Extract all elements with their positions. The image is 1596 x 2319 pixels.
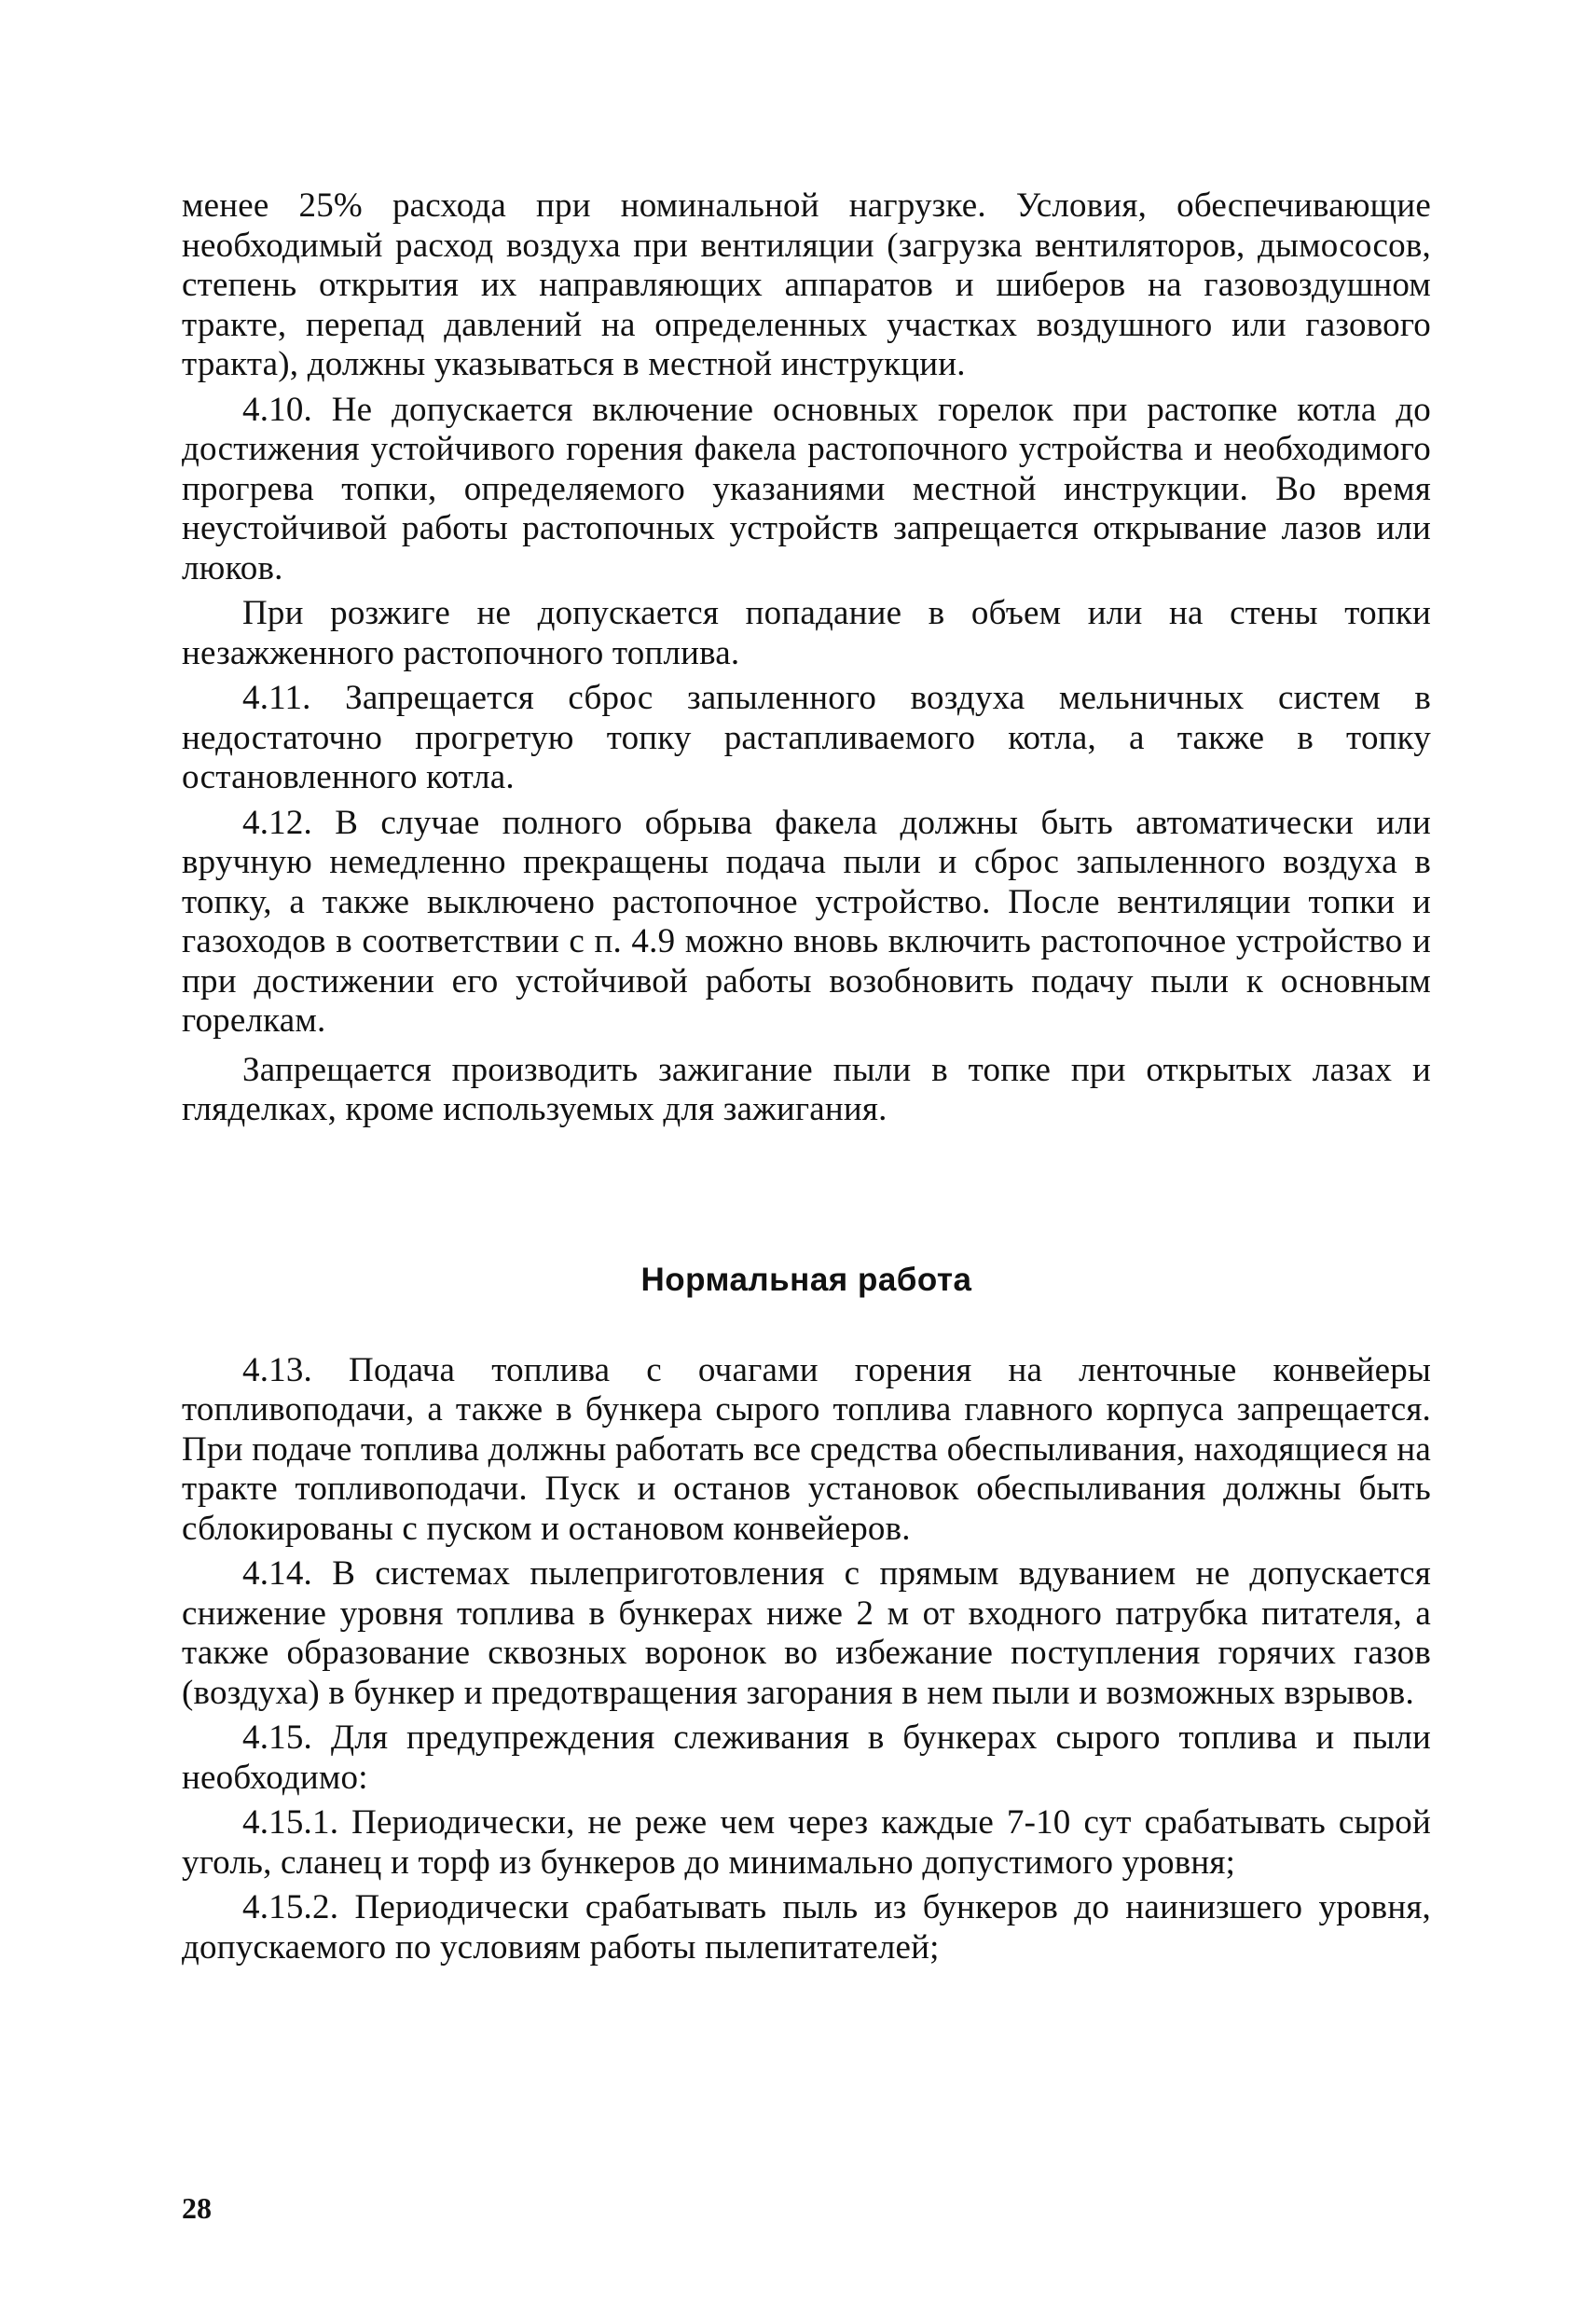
paragraph-4-15-2: 4.15.2. Периодически срабатывать пыль из бункеров до наинизшего уровня, допускаемого по условиям работы пылепитателей;	[182, 1888, 1431, 1967]
section-heading-normal-operation: Нормальная работа	[640, 1261, 972, 1298]
paragraph-4-15-1: 4.15.1. Периодически, не реже чем через каждые 7-10 сут срабатывать сырой уголь, сланец и торф из бункеров до минимально допустимого уровня;	[182, 1803, 1431, 1882]
page-number: 28	[182, 2191, 212, 2225]
paragraph-ignition-fuel: При розжиге не допускается попадание в объем или на стены топки незажженного растопочного топлива.	[182, 594, 1431, 672]
paragraph-4-14: 4.14. В системах пылеприготовления с прямым вдуванием не допускается снижение уровня топлива в бункерах ниже 2 м от входного патрубка питателя, а также образование сквозных воронок во избежание поступления горячих газов (воздуха) в бункер и предотвращения загорания в нем пыли и возможных взрывов.	[182, 1554, 1431, 1712]
paragraph-4-15: 4.15. Для предупреждения слеживания в бункерах сырого топлива и пыли необходимо:	[182, 1719, 1431, 1797]
paragraph-dust-ignition: Запрещается производить зажигание пыли в топке при открытых лазах и гляделках, кроме используемых для зажигания.	[182, 1050, 1431, 1128]
document-page	[182, 186, 1431, 2266]
paragraph-ventilation-conditions: менее 25% расхода при номинальной нагрузке. Условия, обеспечивающие необходимый расход воздуха при вентиляции (загрузка вентиляторов, дымососов, степень открытия их направляющих аппаратов и шиберов на газовоздушном тракте, перепад давлений на определенных участках воздушного или газового тракта), должны указываться в местной инструкции.	[182, 186, 1431, 383]
paragraph-4-13: 4.13. Подача топлива с очагами горения на ленточные конвейеры топливоподачи, а также в бункера сырого топлива главного корпуса запрещается. При подаче топлива должны работать все средства обеспыливания, находящиеся на тракте топливоподачи. Пуск и останов установок обеспыливания должны быть сблокированы с пуском и остановом конвейеров.	[182, 1350, 1431, 1548]
paragraph-4-10: 4.10. Не допускается включение основных горелок при растопке котла до достижения устойчивого горения факела растопочного устройства и необходимого прогрева топки, определяемого указаниями местной инструкции. Во время неустойчивой работы растопочных устройств запрещается открывание лазов или люков.	[182, 390, 1431, 587]
paragraph-4-12: 4.12. В случае полного обрыва факела должны быть автоматически или вручную немедленно прекращены подача пыли и сброс запыленного воздуха в топку, а также выключено растопочное устройство. После вентиляции топки и газоходов в соответствии с п. 4.9 можно вновь включить растопочное устройство и при достижении его устойчивой работы возобновить подачу пыли к основным горелкам.	[182, 803, 1431, 1040]
paragraph-4-11: 4.11. Запрещается сброс запыленного воздуха мельничных систем в недостаточно прогретую топку растапливаемого котла, а также в топку остановленного котла.	[182, 679, 1431, 796]
